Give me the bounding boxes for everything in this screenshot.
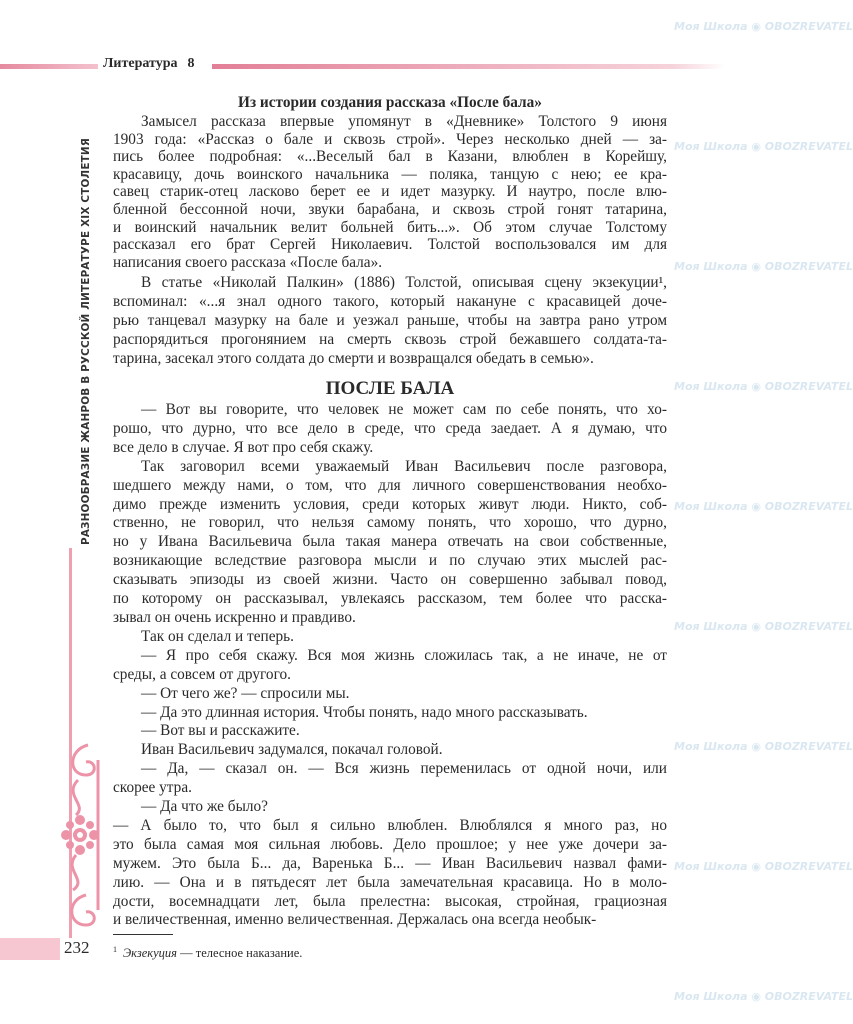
watermark: Моя Школа ◉ OBOZREVATEL bbox=[674, 860, 853, 873]
footnote-rule bbox=[113, 934, 173, 935]
text-line: В статье «Николай Палкин» (1886) Толстой, описывая сцену экзекуции¹, bbox=[141, 274, 667, 291]
text-line: савец старик-отец ласково берет ее и идет мазурку. И наутро, после влю- bbox=[113, 183, 667, 201]
footnote-text: — телесное наказание. bbox=[177, 946, 303, 961]
footnote-term: Экзекуция bbox=[123, 946, 177, 961]
text-line: — Да что же было? bbox=[141, 798, 268, 816]
watermark: Моя Школа ◉ OBOZREVATEL bbox=[674, 620, 853, 633]
text-line: написания своего рассказа «После бала». bbox=[113, 253, 383, 271]
text-line: — Да, — сказал он. — Вся жизнь переменилась от одной ночи, или bbox=[141, 760, 667, 778]
text-line: дости, восемнадцати лет, была прелестна: высокая, стройная, грациозная bbox=[113, 892, 667, 910]
intro-paragraph-2 bbox=[113, 273, 667, 368]
text-line: рошо, что дурно, что все дело в среде, что среда заедает. А я думаю, что bbox=[113, 419, 667, 437]
page-number-band bbox=[0, 938, 60, 960]
story-text bbox=[113, 401, 667, 930]
story-title: ПОСЛЕ БАЛА bbox=[325, 378, 455, 399]
watermark: Моя Школа ◉ OBOZREVATEL bbox=[674, 500, 853, 513]
text-line: — Да это длинная история. Чтобы понять, надо много рассказывать. bbox=[141, 703, 588, 721]
watermark: Моя Школа ◉ OBOZREVATEL bbox=[674, 140, 853, 153]
watermark: Моя Школа ◉ OBOZREVATEL bbox=[674, 260, 853, 273]
text-line: и воинский начальник велит больней бить...». Об этом случае Толстому bbox=[113, 218, 667, 236]
watermark: Моя Школа ◉ OBOZREVATEL bbox=[674, 990, 853, 1003]
text-line: — Вот вы говорите, что человек не может сам по себе понять, что хо- bbox=[141, 401, 667, 418]
text-line: лию. — Она и в пятьдесят лет была замечательная красавица. Но в моло- bbox=[113, 873, 667, 891]
text-line: тарина, засекал этого солдата до смерти и возвращался обедать в семью». bbox=[113, 350, 594, 367]
text-line: красавицу, дочь воинского начальника — поляка, танцую с нею; ее кра- bbox=[113, 165, 667, 183]
grade-number: 8 bbox=[187, 56, 195, 71]
header-bar-left bbox=[0, 64, 98, 69]
subject-label: Литература bbox=[103, 56, 178, 71]
text-line: распорядиться прогонянием на смерть сквозь строй бежавшего солдата-та- bbox=[113, 331, 667, 348]
page-number: 232 bbox=[64, 938, 90, 957]
section-side-title: РАЗНООБРАЗИЕ ЖАНРОВ В РУССКОЙ ЛИТЕРАТУРЕ XIX СТОЛЕТИЯ bbox=[80, 137, 92, 545]
text-line: бленной бессонной ночи, звуки барабана, и сквозь строй гонят татарина, bbox=[113, 200, 667, 218]
text-line: вспоминал: «...я знал одного такого, который накануне с красавицей доче- bbox=[113, 293, 667, 310]
watermark: Моя Школа ◉ OBOZREVATEL bbox=[674, 380, 853, 393]
text-line: мужем. Это была Б... да, Варенька Б... — Иван Васильевич назвал фами- bbox=[113, 854, 667, 872]
text-line: скорее утра. bbox=[113, 779, 192, 797]
intro-heading: Из истории создания рассказа «После бала» bbox=[238, 94, 542, 111]
text-line: среды, а совсем от другого. bbox=[113, 665, 291, 683]
watermark: Моя Школа ◉ OBOZREVATEL bbox=[674, 20, 853, 33]
text-line: по которому он рассказывал, увлекаясь рассказом, тем более что расска- bbox=[113, 590, 667, 608]
text-line: — А было то, что был я сильно влюблен. Влюблялся я много раз, но bbox=[113, 816, 667, 834]
text-line: и величественная, именно величественная. Держалась она всегда необык- bbox=[113, 911, 597, 929]
text-line: 1903 года: «Рассказ о бале и сквозь строй». Через несколько дней — за- bbox=[113, 130, 667, 148]
floral-ornament-icon bbox=[58, 740, 106, 930]
text-line: Замысел рассказа впервые упомянут в «Дневнике» Толстого 9 июня bbox=[141, 113, 667, 130]
header-bar-right bbox=[212, 64, 725, 69]
text-line: рассказал его брат Сергей Николаевич. Толстой воспользовался им для bbox=[113, 236, 667, 254]
text-line: ственно, не говорил, что нельзя самому понять, что хорошо, что дурно, bbox=[113, 514, 667, 532]
text-line: димо прежде изменить условия, среди которых живут люди. Никто, соб- bbox=[113, 495, 667, 513]
text-line: это была самая моя сильная любовь. Дело прошлое; у нее уже дочери за- bbox=[113, 835, 667, 853]
text-line: Так он сделал и теперь. bbox=[141, 627, 294, 645]
text-line: пись более подробная: «...Веселый бал в Казани, влюблен в Корейшу, bbox=[113, 148, 667, 166]
text-line: Иван Васильевич задумался, покачал головой. bbox=[141, 741, 443, 759]
intro-paragraph-1 bbox=[113, 113, 667, 271]
text-line: шедшего между нами, о том, что для личного совершенствования необхо- bbox=[113, 476, 667, 494]
watermark: Моя Школа ◉ OBOZREVATEL bbox=[674, 740, 853, 753]
text-line: — Вот вы и расскажите. bbox=[141, 722, 300, 740]
text-line: Так заговорил всеми уважаемый Иван Васильевич после разговора, bbox=[141, 457, 667, 475]
text-line: рью танцевал мазурку на бале и уезжал раньше, чтобы на завтра рано утром bbox=[113, 312, 667, 329]
text-line: возникающие вследствие разговора мысли и по случаю этих мыслей рас- bbox=[113, 552, 667, 570]
text-line: зывал он очень искренно и правдиво. bbox=[113, 608, 356, 626]
text-line: — Я про себя скажу. Вся моя жизнь сложилась так, а не иначе, не от bbox=[141, 646, 667, 664]
text-line: сказывать эпизоды из своей жизни. Часто он совершенно забывал повод, bbox=[113, 571, 667, 589]
running-header bbox=[103, 56, 195, 72]
text-line: все дело в случае. Я вот про себя скажу. bbox=[113, 438, 374, 456]
footnote-mark: 1 bbox=[113, 945, 117, 954]
text-line: но у Ивана Васильевича была такая манера отвечать на свои собственные, bbox=[113, 533, 667, 551]
footnote bbox=[113, 942, 302, 961]
text-line: — От чего же? — спросили мы. bbox=[141, 684, 350, 702]
